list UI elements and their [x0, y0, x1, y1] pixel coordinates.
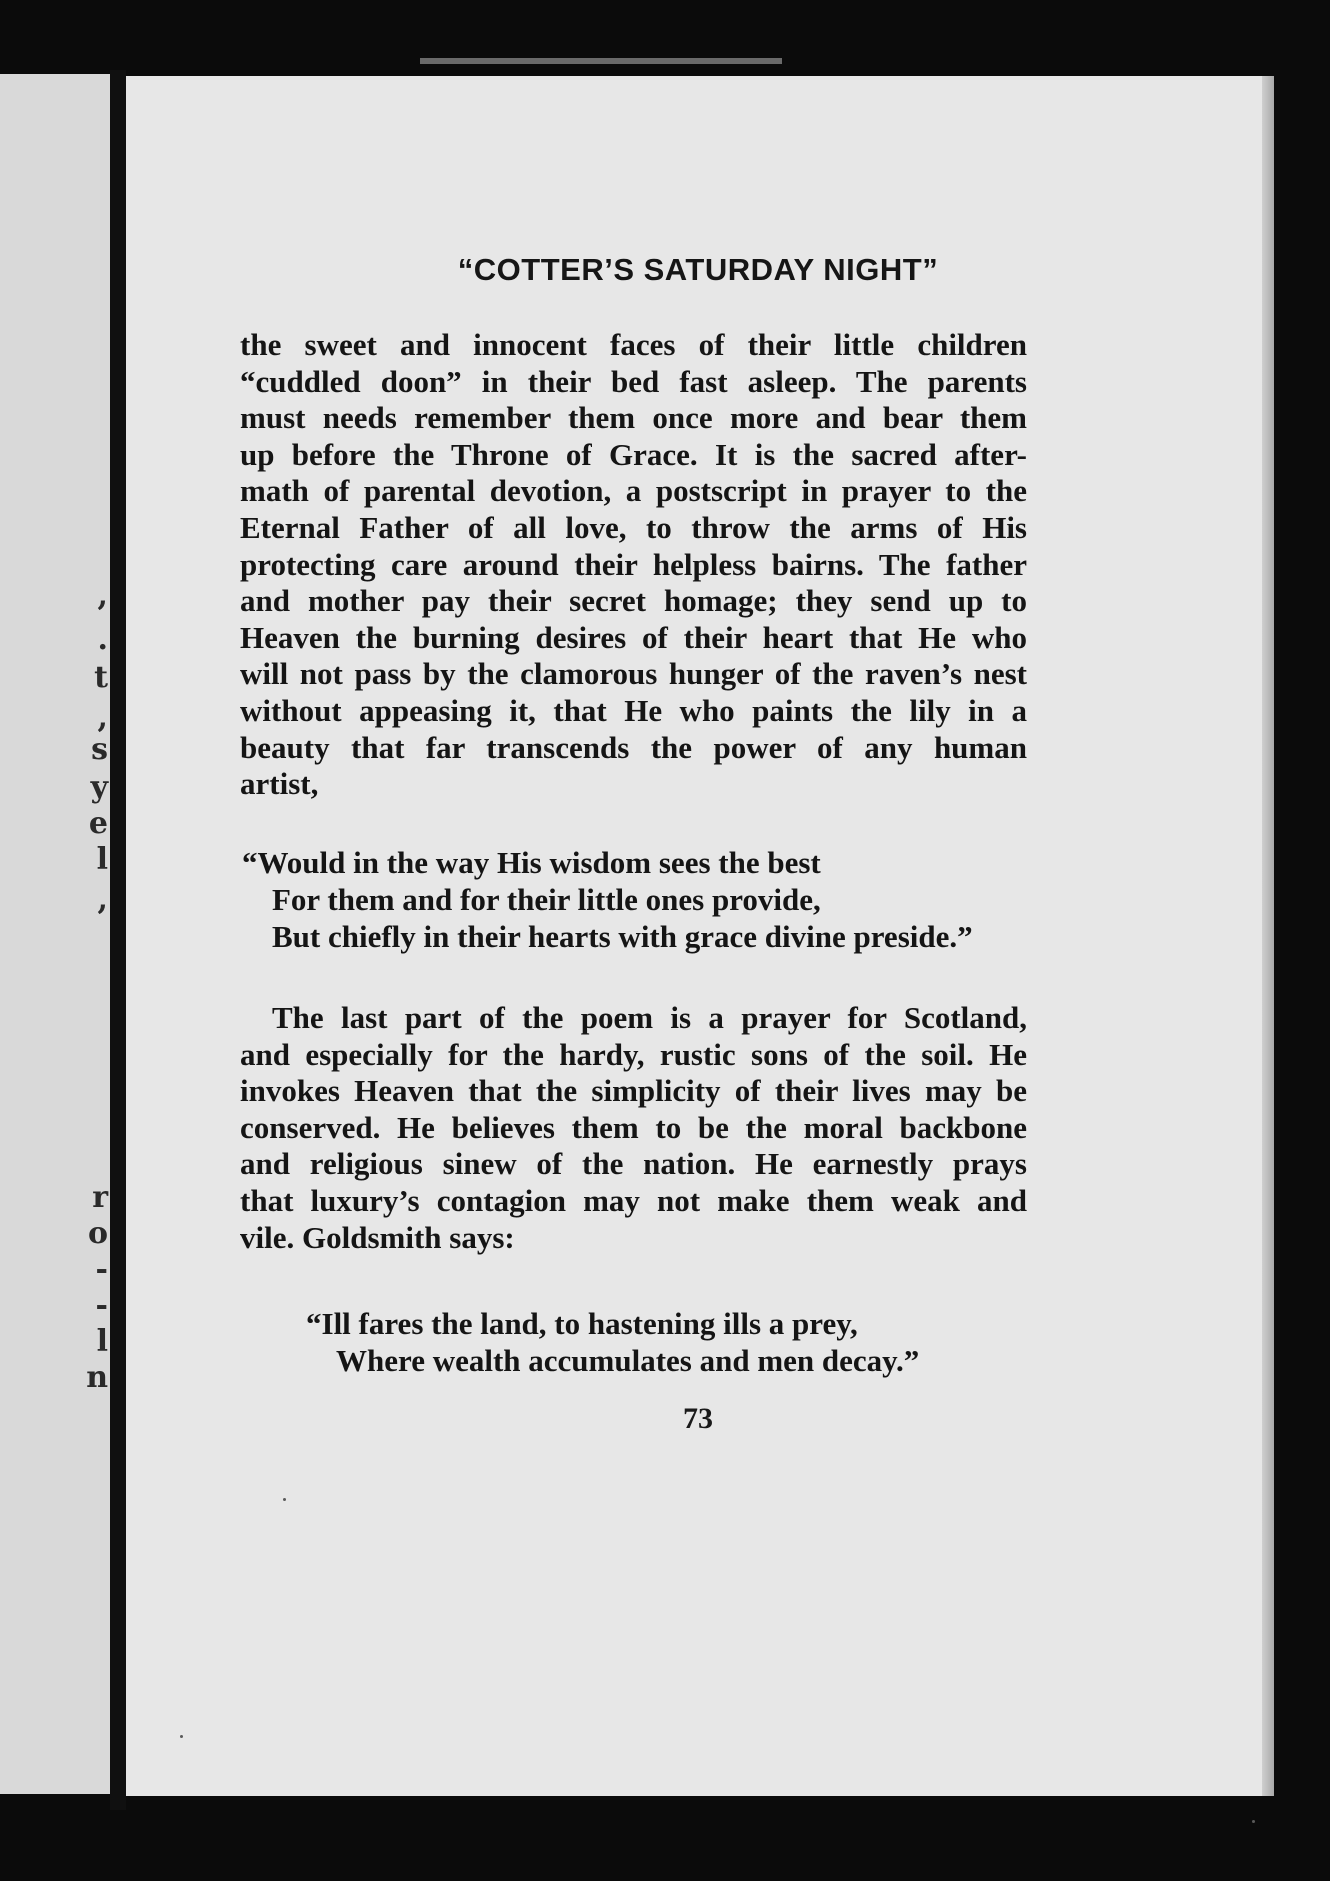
left-fragment: o [87, 1216, 108, 1251]
left-fragment: t [94, 660, 108, 695]
text-line: Heaven the burning desires of their heart that He who [240, 619, 1027, 655]
left-fragment: r [92, 1180, 108, 1215]
text-line: artist, [240, 766, 319, 802]
text-line: will not pass by the clamorous hunger of the raven’s nest [240, 656, 1027, 692]
left-fragment: y [90, 770, 108, 805]
text-line: and mother pay their secret homage; they send up to [240, 583, 1027, 619]
paper-speck [283, 1498, 286, 1501]
page-edge [1262, 76, 1274, 1796]
text-line: and especially for the hardy, rustic sons of the soil. He [240, 1036, 1027, 1072]
left-fragment: , [97, 700, 108, 735]
verse-line: But chiefly in their hearts with grace divine preside.” [272, 919, 973, 954]
text-line: vile. Goldsmith says: [240, 1219, 515, 1255]
text-line: must needs remember them once more and bear them [240, 400, 1027, 436]
text-line: the sweet and innocent faces of their little children [240, 327, 1027, 362]
text-line: and religious sinew of the nation. He earnestly prays [240, 1146, 1027, 1182]
text-line: invokes Heaven that the simplicity of their lives may be [240, 1073, 1027, 1109]
left-fragment: , [97, 578, 108, 613]
left-fragment: e [88, 806, 108, 841]
left-fragment: - [95, 1252, 108, 1287]
left-page-text-fragments [0, 0, 110, 1881]
verse-line: Where wealth accumulates and men decay.” [336, 1343, 920, 1378]
verse-line: “Would in the way His wisdom sees the best [242, 845, 821, 880]
paper-speck [1252, 1820, 1255, 1823]
text-line: that luxury’s contagion may not make them weak and [240, 1182, 1027, 1218]
top-edge-shadow [420, 58, 782, 64]
text-line: “cuddled doon” in their bed fast asleep. The parents [240, 363, 1027, 399]
paper-speck [180, 1735, 183, 1738]
verse-quotation-2 [306, 1305, 919, 1379]
verse-line: “Ill fares the land, to hastening ills a prey, [306, 1306, 858, 1341]
text-line: protecting care around their helpless bairns. The father [240, 546, 1027, 582]
text-line: beauty that far transcends the power of any human [240, 729, 1027, 765]
text-line: The last part of the poem is a prayer for Scotland, [272, 1000, 1027, 1035]
text-line: Eternal Father of all love, to throw the arms of His [240, 509, 1027, 545]
running-head: “COTTER’S SATURDAY NIGHT” [457, 252, 939, 287]
left-fragment: . [97, 622, 108, 657]
text-line: up before the Throne of Grace. It is the sacred after- [240, 436, 1027, 472]
body-paragraph-2 [240, 1000, 1027, 1256]
verse-quotation-1 [242, 844, 973, 955]
verse-line: For them and for their little ones provide, [272, 882, 821, 917]
page-number: 73 [683, 1402, 713, 1435]
text-line: without appeasing it, that He who paints the lily in a [240, 692, 1027, 728]
left-fragment: l [96, 1324, 108, 1359]
left-fragment: - [95, 1288, 108, 1323]
body-paragraph-1 [240, 327, 1027, 803]
left-fragment: l [96, 842, 108, 877]
text-line: math of parental devotion, a postscript in prayer to the [240, 473, 1027, 509]
text-line: conserved. He believes them to be the moral backbone [240, 1109, 1027, 1145]
book-gutter [110, 70, 126, 1810]
left-fragment: , [97, 882, 108, 917]
left-fragment: n [86, 1360, 108, 1395]
left-fragment: s [91, 732, 108, 767]
